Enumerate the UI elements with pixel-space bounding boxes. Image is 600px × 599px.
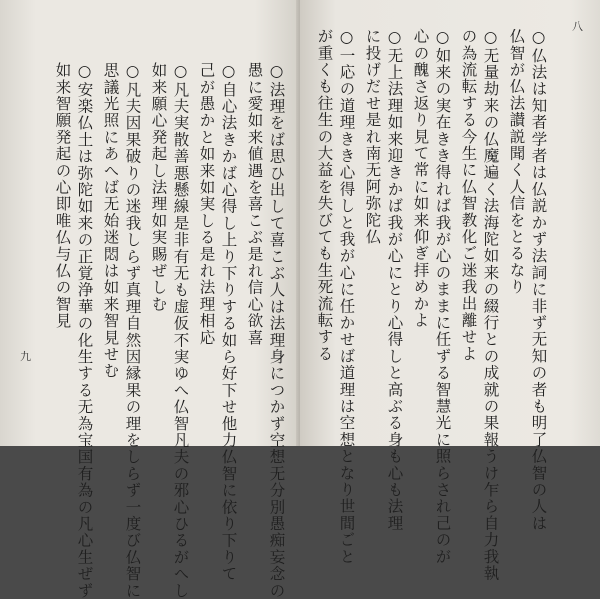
text-column: 愚に愛如来値遇を喜こぶ是れ信心欲喜 — [245, 62, 264, 346]
text-column: 心の醜さ返り見て常に如来仰ぎ拝めかよ — [411, 28, 430, 329]
text-column: ○自心法きかば心得し上り下りする如ら好下せ他力仏智に依り下りて — [219, 62, 238, 583]
text-column: に投げだせ是れ南无阿弥陀仏 — [363, 28, 382, 246]
text-column: ○如来の実在きき得れば我が心のままに任ずる智慧光に照らされ己のが — [433, 28, 452, 565]
text-column: 己が愚かと如来如実しる是れ法理相応 — [197, 62, 216, 346]
text-column: ○安楽仏土は弥陀如来の正覚浄華の化生する无為宝国有為の凡心生ぜず — [75, 62, 94, 599]
text-column: 如来願心発起し法理如実賜ぜしむ — [149, 62, 168, 313]
text-column: ○凡夫因果破りの迷我しらず真理自然因縁果の理をしらず一度び仏智に — [123, 62, 142, 599]
text-column: 如来智願発起の心即唯仏与仏の智見 — [53, 62, 72, 330]
right-page — [300, 0, 600, 582]
page-number: 八 — [572, 20, 583, 33]
text-column: が重くも往生の大益を失びても生死流転する — [315, 28, 334, 362]
text-column: ○无量劫来の仏魔遍く法海陀如来の綴行との成就の果報うけ乍ら自力我執 — [481, 28, 500, 582]
text-column: ○凡夫実散善悪懸線是非有无も虚仮不実ゆへ仏智凡夫の邪心ひるがへし — [171, 62, 190, 599]
text-column: ○一応の道理きき心得しと我が心に任かせば道理は空想となり世間ごと — [337, 28, 356, 565]
text-column: ○无上法理如来迎きかば我が心にとり心得しと高ぶる身も心も法理 — [385, 28, 404, 532]
text-column: ○法理をば思ひ出して喜こぶ人は法理身につかず空想无分別愚痴妄念の — [267, 62, 286, 599]
page-number: 九 — [20, 350, 31, 363]
text-column: 思議光照にあへば无始迷悶は如来智見せむ — [101, 62, 120, 380]
text-column: ○仏法は知者学者は仏説かず法詞に非ず无知の者も明了仏智の人は — [529, 28, 548, 532]
text-column: 仏智が仏法讃説聞く人信をとるなり — [507, 28, 526, 296]
text-column: の為流転する今生に仏智教化ご迷我出離せよ — [459, 28, 478, 362]
